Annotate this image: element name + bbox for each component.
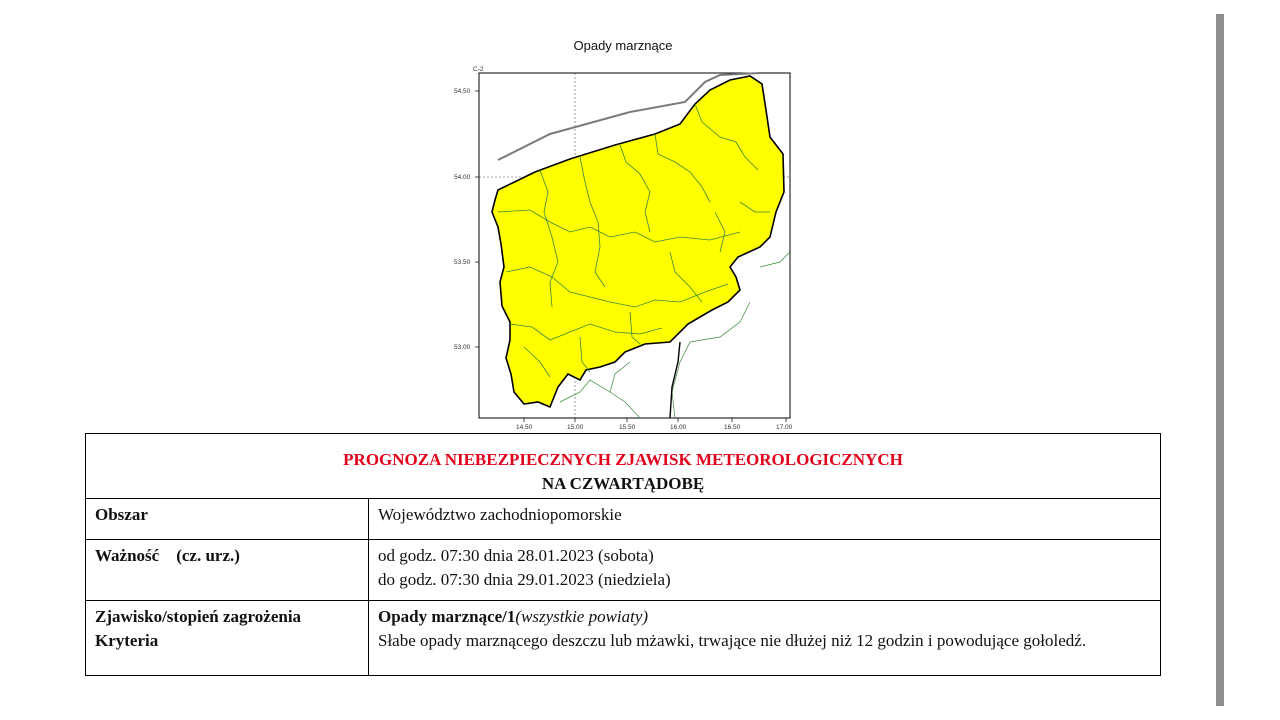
x-tick-label: 16.00: [670, 424, 687, 431]
x-tick-label: 15.00: [567, 424, 584, 431]
validity-value: [369, 540, 1161, 601]
x-tick-label: 14.50: [516, 424, 533, 431]
x-tick-label: 15.50: [619, 424, 636, 431]
criteria-label: Kryteria: [95, 631, 159, 650]
header-subtitle: NA CZWARTĄDOBĘ: [541, 474, 705, 493]
warning-map: [440, 62, 800, 434]
map-title: Opady marznące: [573, 38, 673, 53]
validity-label-text: Ważność (cz. urz.): [95, 546, 240, 565]
y-tick-label: 54.00: [454, 174, 471, 181]
phenomenon-name: Opady marznące/1: [378, 607, 516, 626]
phenomenon-scope: (wszystkie powiaty): [515, 607, 649, 626]
validity-from: od godz. 07:30 dnia 28.01.2023 (sobota): [378, 546, 654, 565]
area-label: Obszar: [86, 499, 369, 540]
validity-label: [86, 540, 369, 601]
y-tick-label: 53.00: [454, 344, 471, 351]
area-value: Województwo zachodniopomorskie: [369, 499, 1161, 540]
map-corner-label: C-2: [473, 66, 484, 73]
x-tick-label: 16.50: [724, 424, 741, 431]
phenomenon-label-cell: [86, 601, 369, 676]
scrollbar[interactable]: [1216, 14, 1224, 706]
forecast-table: [85, 433, 1161, 676]
x-tick-label: 17.00: [776, 424, 793, 431]
y-tick-label: 54.50: [454, 88, 471, 95]
phenomenon-value: [369, 601, 1161, 676]
phenomenon-label: Zjawisko/stopień zagrożenia: [95, 607, 302, 626]
criteria-text: Słabe opady marznącego deszczu lub mżawki, trwające nie dłużej niż 12 godzin i powodujące gołoledź.: [378, 631, 1087, 650]
forecast-header: [86, 434, 1161, 499]
y-tick-label: 53.50: [454, 259, 471, 266]
header-title: PROGNOZA NIEBEZPIECZNYCH ZJAWISK METEOROLOGICZNYCH: [343, 450, 903, 469]
validity-to: do godz. 07:30 dnia 29.01.2023 (niedziela): [378, 570, 671, 589]
